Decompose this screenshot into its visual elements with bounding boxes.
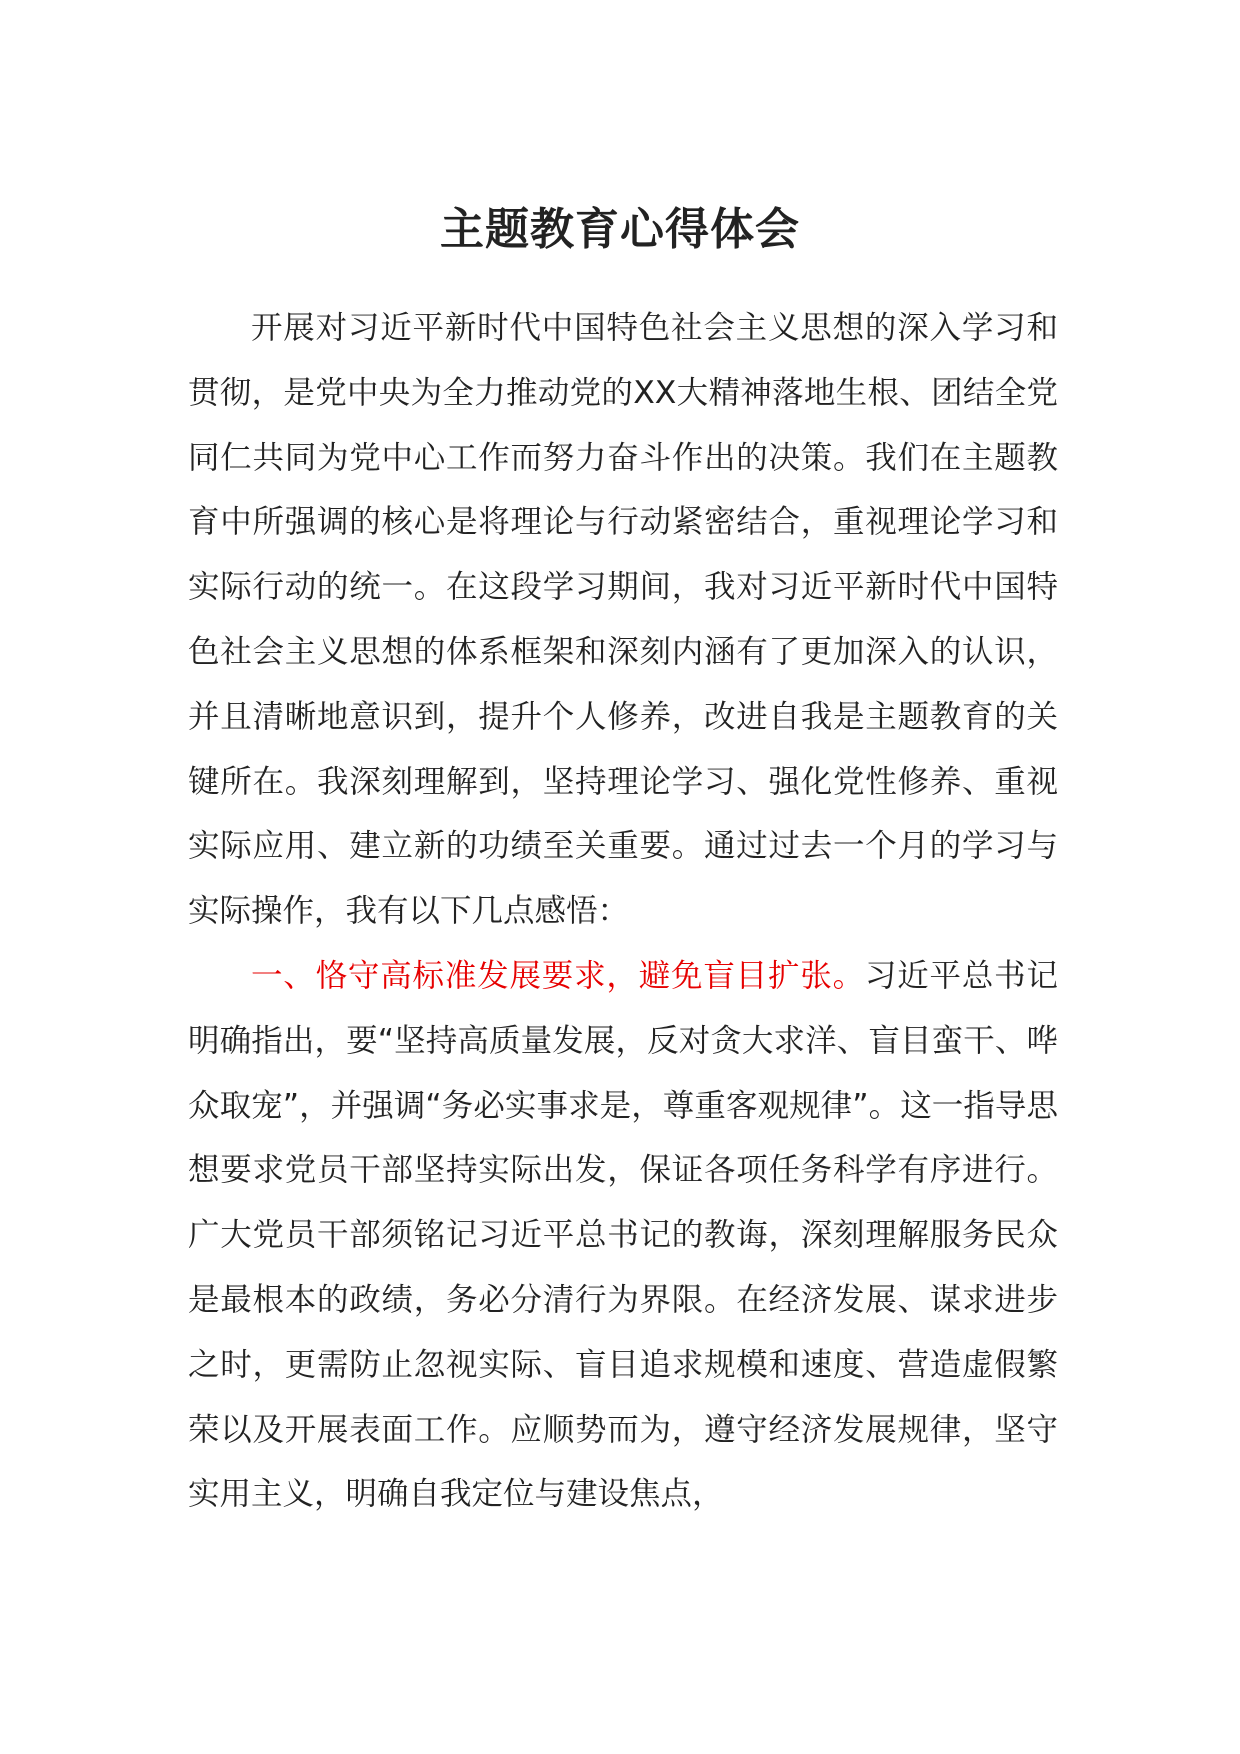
paragraph-intro <box>188 296 1058 944</box>
paragraph-point-one-text: 习近平总书记明确指出，要“坚持高质量发展，反对贪大求洋、盲目蛮干、哗众取宠”，并强调“务必实事求是，尊重客观规律”。这一指导思想要求党员干部坚持实际出发，保证各项任务科学有序进行。广大党员干部须铭记习近平总书记的教诲，深刻理解服务民众是最根本的政绩，务必分清行为界限。在经济发展、谋求进步之时，更需防止忽视实际、盲目追求规模和速度、营造虚假繁荣以及开展表面工作。应顺势而为，遵守经济发展规律，坚守实用主义，明确自我定位与建设焦点， <box>188 957 1058 1513</box>
document-title: 主题教育心得体会 <box>440 204 800 255</box>
document-body <box>188 296 1058 1527</box>
section-heading-one: 一、恪守高标准发展要求，避免盲目扩张。 <box>251 957 865 994</box>
paragraph-point-one <box>188 944 1058 1527</box>
paragraph-intro-text: 开展对习近平新时代中国特色社会主义思想的深入学习和贯彻，是党中央为全力推动党的XX大精神落地生根、团结全党同仁共同为党中心工作而努力奋斗作出的决策。我们在主题教育中所强调的核心是将理论与行动紧密结合，重视理论学习和实际行动的统一。在这段学习期间，我对习近平新时代中国特色社会主义思想的体系框架和深刻内涵有了更加深入的认识，并且清晰地意识到，提升个人修养，改进自我是主题教育的关键所在。我深刻理解到，坚持理论学习、强化党性修养、重视实际应用、建立新的功绩至关重要。通过过去一个月的学习与实际操作，我有以下几点感悟： <box>188 310 1058 930</box>
